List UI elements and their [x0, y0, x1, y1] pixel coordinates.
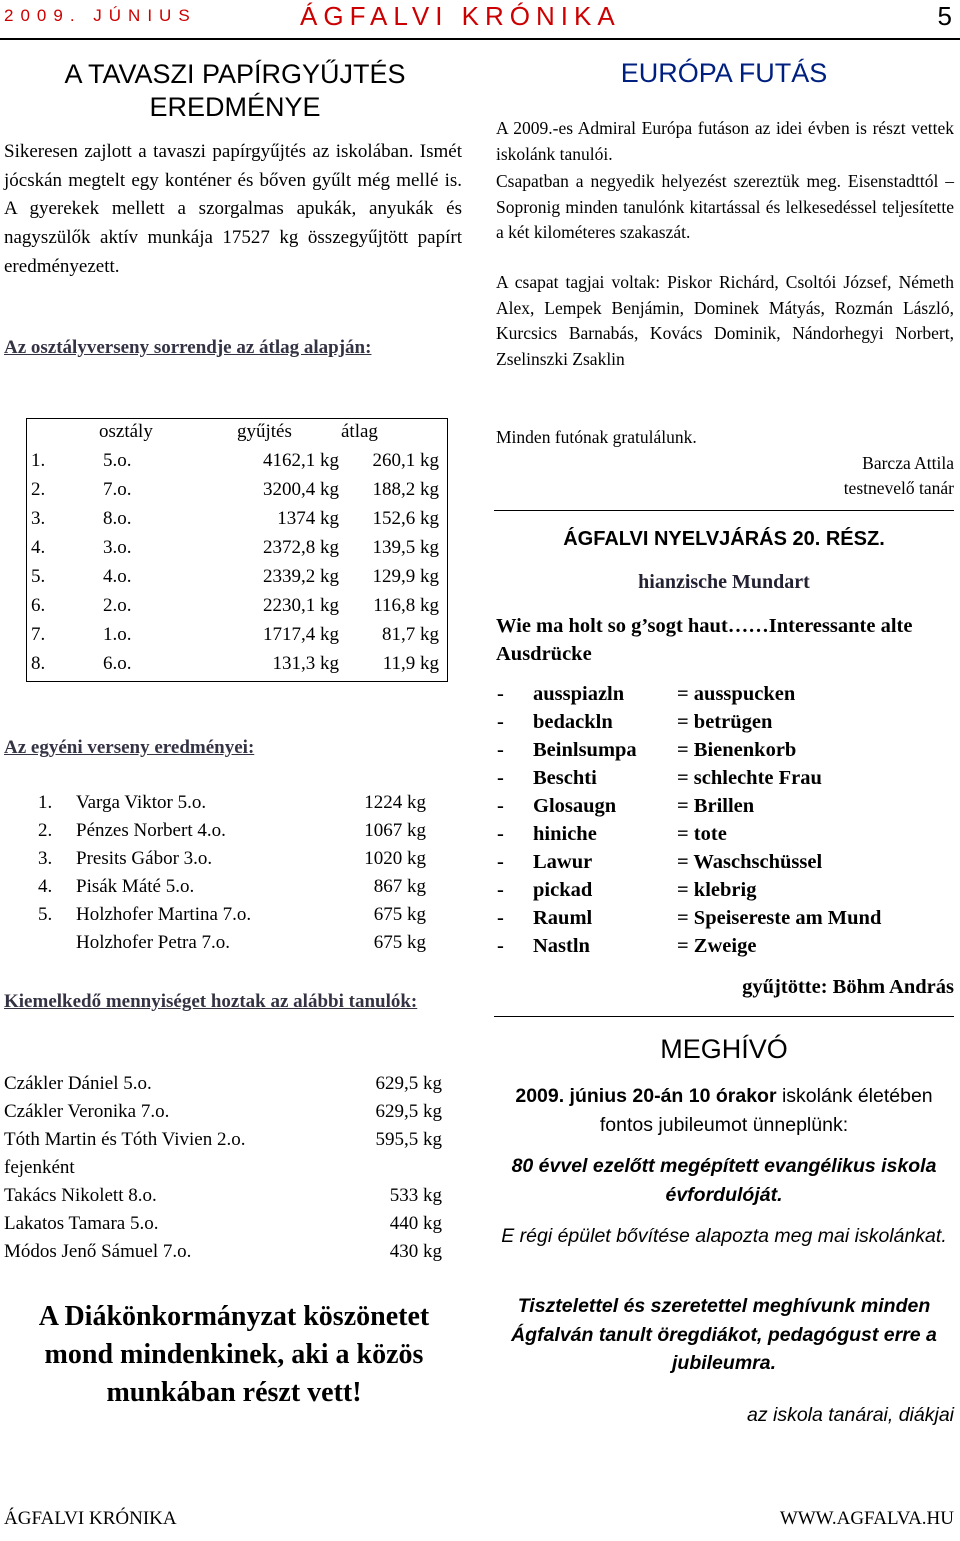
row-rank: 5.: [31, 566, 46, 587]
table-row: [27, 593, 447, 622]
dialect-subtitle: hianzische Mundart: [638, 571, 810, 593]
thanks-note: A Diákönkormányzat köszönetet mond mindenkinek, aki a közös munkában részt vett!: [38, 1301, 430, 1408]
vocab-meaning: = Speisereste am Mund: [677, 907, 882, 929]
row-avg: 188,2 kg: [372, 479, 439, 500]
dialect-title: ÁGFALVI NYELVJÁRÁS 20. RÉSZ.: [563, 528, 885, 550]
header-divider: [0, 38, 960, 40]
table-row: [27, 477, 447, 506]
item-kg: 533 kg: [389, 1185, 442, 1206]
dialect-collector: gyűjtötte: Böhm András: [742, 976, 954, 998]
header-average: átlag: [341, 421, 378, 442]
vocab-dash: -: [497, 795, 504, 817]
item-name: Pisák Máté 5.o.: [76, 876, 195, 897]
vocab-dash: -: [497, 683, 504, 705]
author-title: testnevelő tanár: [843, 478, 954, 498]
invitation-title: MEGHÍVÓ: [660, 1034, 788, 1064]
row-kg: 2339,2 kg: [263, 566, 339, 587]
item-kg: 1020 kg: [364, 848, 426, 869]
vocab-word: Rauml: [533, 907, 593, 929]
row-kg: 4162,1 kg: [263, 450, 339, 471]
item-name: Lakatos Tamara 5.o.: [4, 1213, 159, 1234]
vocab-meaning: = Zweige: [677, 935, 757, 957]
invitation-invite: Tisztelettel és szeretettel meghívunk minden Ágfalván tanult öregdiákot, pedagógust erre a jubileumra.: [511, 1295, 937, 1374]
item-name: Tóth Martin és Tóth Vivien 2.o.: [4, 1129, 246, 1150]
author-name: Barcza Attila: [862, 453, 954, 473]
issue-date: 2009. JÚNIUS: [4, 6, 197, 25]
row-avg: 260,1 kg: [372, 450, 439, 471]
list-item: [4, 1213, 444, 1241]
vocab-dash: -: [497, 767, 504, 789]
vocab-item: [497, 683, 957, 711]
row-avg: 81,7 kg: [382, 624, 439, 645]
item-kg: 867 kg: [373, 876, 426, 897]
vocab-dash: -: [497, 851, 504, 873]
list-item: [4, 1101, 444, 1129]
row-class: 6.o.: [103, 653, 132, 674]
invitation-history: E régi épület bővítése alapozta meg mai iskolánkat.: [501, 1225, 947, 1247]
list-item: [38, 820, 428, 848]
row-rank: 4.: [31, 537, 46, 558]
header-collected: gyűjtés: [237, 421, 292, 442]
table-row: [27, 622, 447, 651]
item-kg: 1067 kg: [364, 820, 426, 841]
vocab-item: [497, 823, 957, 851]
item-kg: 675 kg: [373, 932, 426, 953]
row-avg: 116,8 kg: [373, 595, 439, 616]
paper-title-line2: EREDMÉNYE: [149, 92, 321, 122]
list-item: [38, 876, 428, 904]
table-header-row: [27, 419, 447, 448]
item-kg: 629,5 kg: [375, 1073, 442, 1094]
row-avg: 152,6 kg: [372, 508, 439, 529]
vocab-meaning: = Brillen: [677, 795, 755, 817]
table-row: [27, 535, 447, 564]
vocab-item: [497, 795, 957, 823]
row-class: 1.o.: [103, 624, 132, 645]
item-name: fejenként: [4, 1157, 75, 1178]
row-class: 2.o.: [103, 595, 132, 616]
list-item: [4, 1073, 444, 1101]
paper-article-title: [10, 58, 460, 124]
list-item: [4, 1241, 444, 1269]
row-class: 8.o.: [103, 508, 132, 529]
vocab-dash: -: [497, 711, 504, 733]
vocab-word: Beinlsumpa: [533, 739, 637, 761]
vocab-word: ausspiazln: [533, 683, 625, 705]
notable-heading: Kiemelkedő mennyiséget hoztak az alábbi tanulók:: [4, 991, 418, 1012]
list-item: [4, 1157, 444, 1185]
item-name: Varga Viktor 5.o.: [76, 792, 207, 813]
item-kg: 440 kg: [389, 1213, 442, 1234]
vocab-meaning: = ausspucken: [677, 683, 796, 705]
individual-heading: Az egyéni verseny eredményei:: [4, 737, 255, 758]
row-kg: 1717,4 kg: [263, 624, 339, 645]
item-number: 3.: [38, 848, 53, 869]
section-divider: [494, 510, 954, 511]
vocab-meaning: = klebrig: [677, 879, 757, 901]
item-kg: 430 kg: [389, 1241, 442, 1262]
europe-congrats: Minden futónak gratulálunk.: [496, 427, 697, 447]
vocab-meaning: = Bienenkorb: [677, 739, 797, 761]
vocab-meaning: = tote: [677, 823, 727, 845]
vocab-word: Lawur: [533, 851, 593, 873]
class-results-table: [26, 418, 448, 682]
paper-intro: Sikeresen zajlott a tavaszi papírgyűjtés az iskolában. Ismét jócskán megtelt egy konténer és bőven gyűlt még mellé is. A gyerekek mellett a szorgalmas apukák, anyukák és nagyszülők aktív munkája 17527 kg összegyűjtött papírt eredményezett.: [4, 141, 462, 277]
row-class: 3.o.: [103, 537, 132, 558]
table-row: [27, 651, 447, 680]
invitation-occasion: iskolánk életében fontos jubileumot ünneplünk:: [599, 1085, 933, 1136]
europe-team-members: A csapat tagjai voltak: Piskor Richárd, Csoltói József, Németh Alex, Lempek Benjámin, Dominek Mátyás, Rozmán László, Kurcsics Barnabás, Kovács Dominik, Nándorhegyi Norbert, Zselinszki Zsaklin: [496, 272, 954, 369]
vocab-word: Beschti: [533, 767, 597, 789]
row-class: 4.o.: [103, 566, 132, 587]
europe-paragraph-2: Csapatban a negyedik helyezést szereztük meg. Eisenstadttól – Sopronig minden tanulónk kitartással és lelkesedéssel teljesítette a két kilométeres szakaszát.: [496, 171, 954, 242]
row-kg: 3200,4 kg: [263, 479, 339, 500]
vocab-dash: -: [497, 907, 504, 929]
footer-title: ÁGFALVI KRÓNIKA: [4, 1508, 177, 1529]
class-ranking-heading: Az osztályverseny sorrendje az átlag alapján:: [4, 337, 372, 358]
vocab-item: [497, 879, 957, 907]
row-kg: 2372,8 kg: [263, 537, 339, 558]
vocab-item: [497, 907, 957, 935]
row-class: 7.o.: [103, 479, 132, 500]
row-rank: 6.: [31, 595, 46, 616]
section-divider: [494, 1016, 954, 1017]
list-item: [38, 904, 428, 932]
item-name: Takács Nikolett 8.o.: [4, 1185, 157, 1206]
item-name: Holzhofer Martina 7.o.: [76, 904, 252, 925]
vocab-dash: -: [497, 935, 504, 957]
item-name: Presits Gábor 3.o.: [76, 848, 213, 869]
europe-paragraph-1: A 2009.-es Admiral Európa futáson az idei évben is részt vettek iskolánk tanulói.: [496, 118, 954, 164]
vocab-word: pickad: [533, 879, 593, 901]
vocab-item: [497, 767, 957, 795]
row-avg: 139,5 kg: [372, 537, 439, 558]
item-name: Czákler Dániel 5.o.: [4, 1073, 152, 1094]
table-row: [27, 564, 447, 593]
paper-title-line1: A TAVASZI PAPÍRGYŰJTÉS: [64, 59, 406, 89]
vocab-meaning: = betrügen: [677, 711, 773, 733]
newspaper-title: ÁGFALVI KRÓNIKA: [300, 1, 621, 31]
item-kg: 629,5 kg: [375, 1101, 442, 1122]
vocab-dash: -: [497, 823, 504, 845]
item-name: Czákler Veronika 7.o.: [4, 1101, 170, 1122]
row-kg: 2230,1 kg: [263, 595, 339, 616]
item-name: Pénzes Norbert 4.o.: [76, 820, 226, 841]
item-kg: 675 kg: [373, 904, 426, 925]
header-class: osztály: [99, 421, 153, 442]
vocab-meaning: = schlechte Frau: [677, 767, 822, 789]
invitation-date: 2009. június 20-án 10 órakor: [515, 1085, 777, 1107]
item-name: Módos Jenő Sámuel 7.o.: [4, 1241, 192, 1262]
row-rank: 8.: [31, 653, 46, 674]
table-row: [27, 448, 447, 477]
item-number: 4.: [38, 876, 53, 897]
vocab-item: [497, 711, 957, 739]
item-number: 5.: [38, 904, 53, 925]
row-rank: 1.: [31, 450, 46, 471]
row-kg: 1374 kg: [277, 508, 339, 529]
item-number: 1.: [38, 792, 53, 813]
row-avg: 11,9 kg: [382, 653, 439, 674]
item-name: Holzhofer Petra 7.o.: [76, 932, 231, 953]
table-row: [27, 506, 447, 535]
list-item: [4, 1129, 444, 1157]
vocab-dash: -: [497, 739, 504, 761]
row-rank: 3.: [31, 508, 46, 529]
row-avg: 129,9 kg: [372, 566, 439, 587]
item-number: 2.: [38, 820, 53, 841]
list-item: [38, 792, 428, 820]
invitation-anniversary: 80 évvel ezelőtt megépített evangélikus iskola évfordulóját.: [511, 1155, 937, 1206]
row-rank: 7.: [31, 624, 46, 645]
vocab-meaning: = Waschschüssel: [677, 851, 823, 873]
europe-run-title: EURÓPA FUTÁS: [620, 58, 828, 88]
row-rank: 2.: [31, 479, 46, 500]
footer-website-link[interactable]: WWW.AGFALVA.HU: [779, 1508, 954, 1529]
vocab-word: Nastln: [533, 935, 590, 957]
vocab-word: bedackln: [533, 711, 613, 733]
list-item: [38, 848, 428, 876]
vocab-word: Glosaugn: [533, 795, 617, 817]
vocab-item: [497, 739, 957, 767]
item-kg: 1224 kg: [364, 792, 426, 813]
page-number: 5: [937, 1, 952, 31]
row-kg: 131,3 kg: [272, 653, 339, 674]
vocab-item: [497, 935, 957, 963]
vocab-dash: -: [497, 879, 504, 901]
list-item: [38, 932, 428, 960]
invitation-signature: az iskola tanárai, diákjai: [746, 1404, 954, 1426]
row-class: 5.o.: [103, 450, 132, 471]
invitation-date-line: [494, 1082, 954, 1139]
dialect-intro: Wie ma holt so g’sogt haut……Interessante alte Ausdrücke: [496, 615, 913, 665]
vocab-word: hiniche: [533, 823, 597, 845]
item-kg: 595,5 kg: [375, 1129, 442, 1150]
vocab-item: [497, 851, 957, 879]
list-item: [4, 1185, 444, 1213]
